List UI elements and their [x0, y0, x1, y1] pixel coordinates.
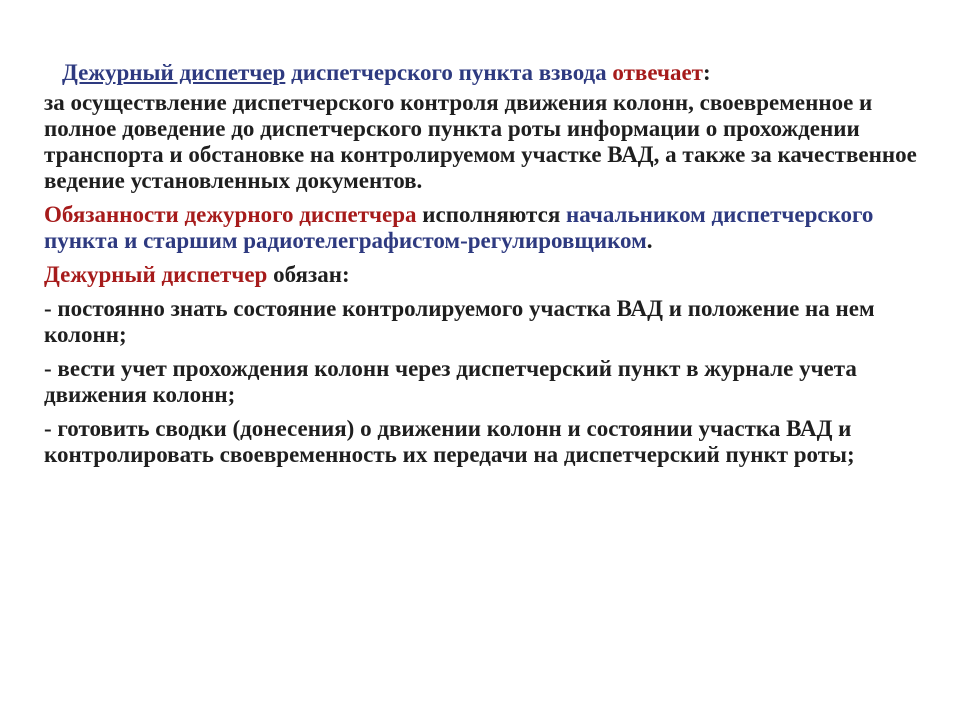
- text-colon: :: [702, 60, 711, 85]
- paragraph-responsibility-body: за осуществление диспетчерского контроля движения колонн, своевременное и полное доведение до диспетчерского пункта роты информации о прохождении транспорта и обстановке на контролируемом участке ВАД, а также за качественное ведение установленных документов.: [44, 90, 917, 193]
- text-performed-by: исполняются: [416, 202, 567, 227]
- paragraph-obliged-heading: [44, 262, 924, 288]
- text-period: .: [646, 228, 653, 253]
- text-duties-of-dispatcher: Обязанности дежурного диспетчера: [44, 202, 417, 227]
- list-item-prepare-reports: - готовить сводки (донесения) о движении колонн и состоянии участка ВАД и контролировать своевременность их передачи на диспетчерский пункт роты;: [44, 416, 855, 467]
- term-duty-dispatcher: Дежурный диспетчер: [62, 60, 286, 85]
- paragraph-duties-performed: [44, 202, 924, 254]
- text-obliged: обязан:: [267, 262, 350, 287]
- text-dispatch-point-platoon: диспетчерского пункта взвода: [285, 60, 613, 85]
- list-item-know-status: - постоянно знать состояние контролируемого участка ВАД и положение на нем колонн;: [44, 296, 875, 347]
- list-item-keep-record: - вести учет прохождения колонн через диспетчерский пункт в журнале учета движения колонн;: [44, 356, 857, 407]
- paragraph-responsibility-heading: [44, 60, 924, 86]
- term-duty-dispatcher-2: Дежурный диспетчер: [44, 262, 268, 287]
- slide-body: [44, 60, 924, 476]
- text-responsible: отвечает: [612, 60, 703, 85]
- text-chief-and-operator: начальником диспетчерского пункта и старшим радиотелеграфистом-регулировщиком: [44, 202, 874, 253]
